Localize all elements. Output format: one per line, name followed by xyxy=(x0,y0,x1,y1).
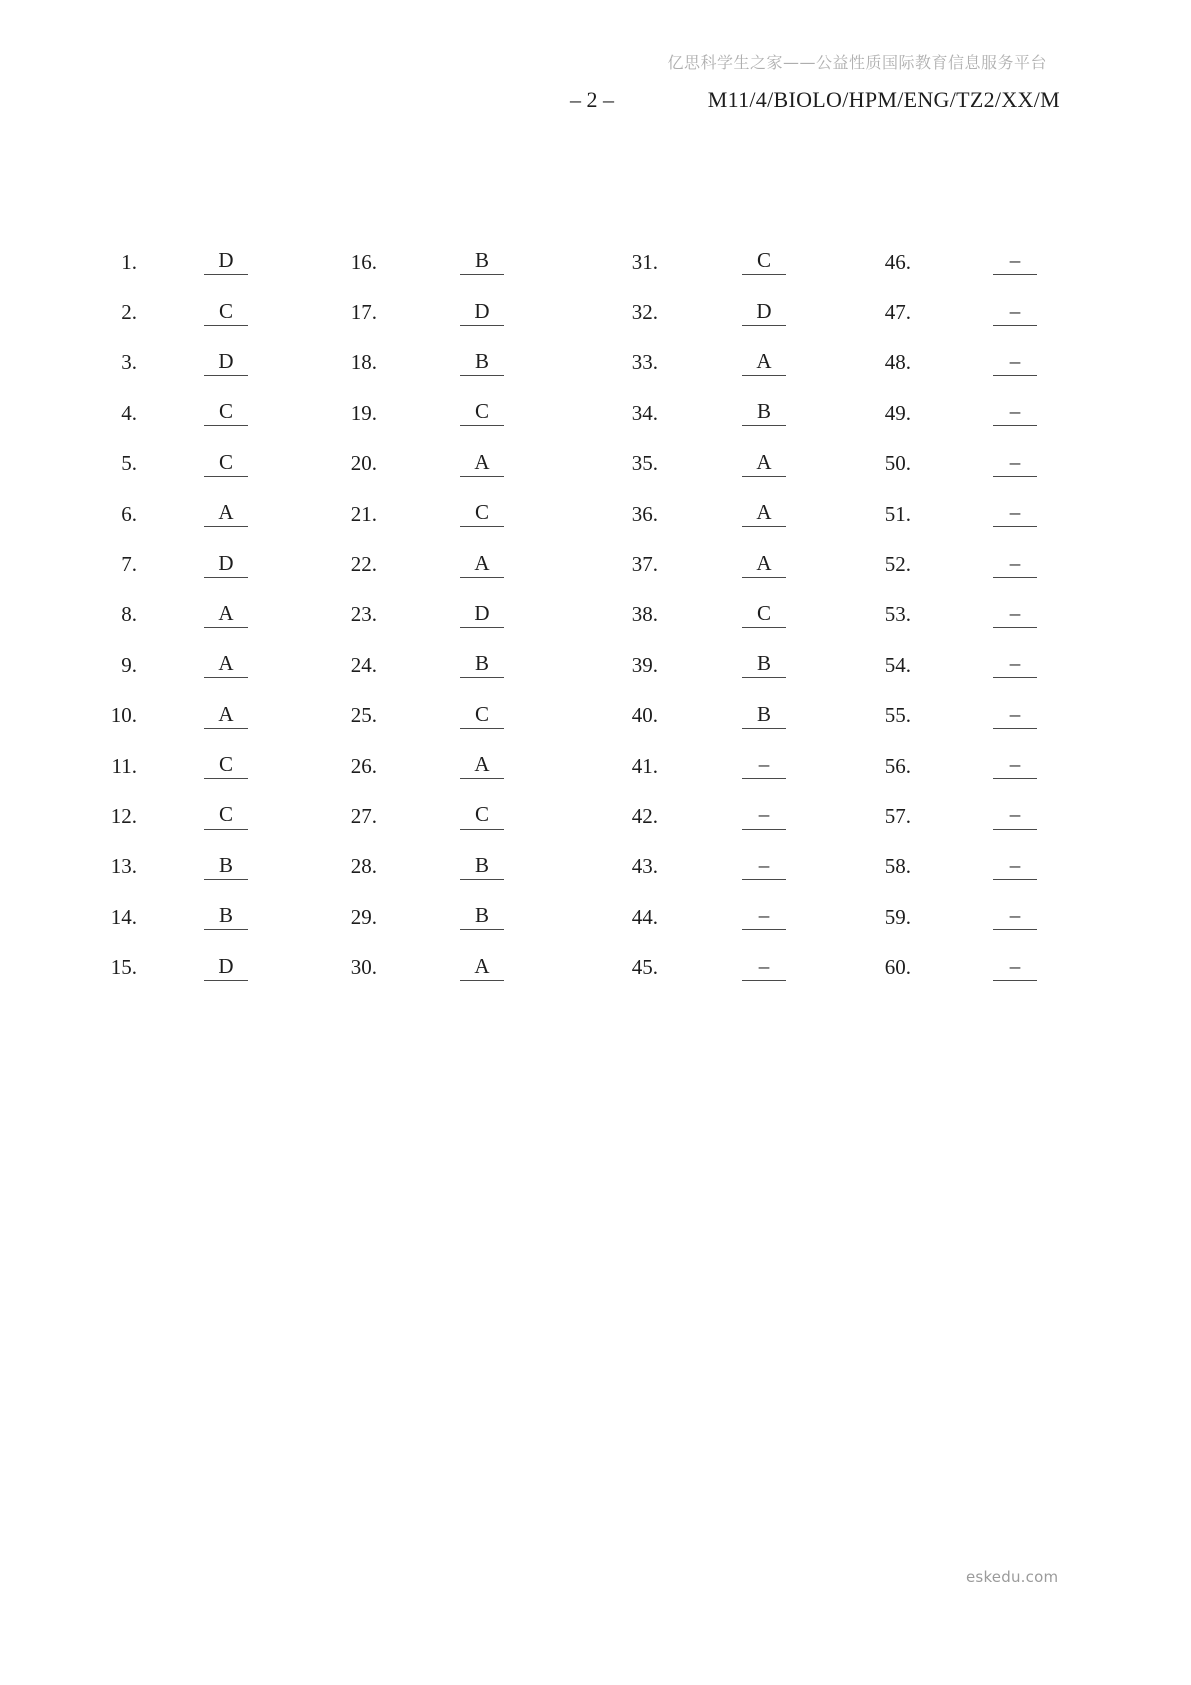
answer-letter: C xyxy=(742,249,786,275)
answer-blank: – xyxy=(993,753,1037,779)
answer-blank: – xyxy=(993,803,1037,829)
answer-cell xyxy=(658,501,786,527)
answer-cell xyxy=(377,300,504,326)
answer-cell xyxy=(911,400,1037,426)
answer-cell xyxy=(377,451,504,477)
answer-cell xyxy=(377,350,504,376)
answer-cell xyxy=(911,753,1037,779)
answer-cell xyxy=(911,803,1037,829)
question-number: 19. xyxy=(350,400,377,425)
answer-blank: – xyxy=(742,803,786,829)
answer-row xyxy=(0,791,1060,841)
question-number: 53. xyxy=(884,602,911,627)
question-number: 54. xyxy=(884,652,911,677)
question-number: 38. xyxy=(631,602,658,627)
answer-letter: A xyxy=(742,451,786,477)
answer-cell xyxy=(137,350,248,376)
answer-letter: D xyxy=(204,249,248,275)
answer-cell xyxy=(137,602,248,628)
question-number: 36. xyxy=(631,501,658,526)
question-number: 4. xyxy=(121,400,137,425)
question-number: 22. xyxy=(350,552,377,577)
answer-cell xyxy=(911,451,1037,477)
paper-code: M11/4/BIOLO/HPM/ENG/TZ2/XX/M xyxy=(707,87,1060,112)
answer-cell xyxy=(911,955,1037,981)
answer-letter: A xyxy=(742,350,786,376)
answer-blank: – xyxy=(993,703,1037,729)
answer-row xyxy=(0,287,1060,337)
answer-cell xyxy=(137,300,248,326)
answer-blank: – xyxy=(993,501,1037,527)
question-number: 45. xyxy=(631,955,658,980)
answer-cell xyxy=(377,602,504,628)
answer-cell xyxy=(137,400,248,426)
answer-letter: A xyxy=(742,552,786,578)
question-number: 17. xyxy=(350,300,377,325)
answer-blank: – xyxy=(993,552,1037,578)
answer-row xyxy=(0,439,1060,489)
answer-blank: – xyxy=(993,350,1037,376)
answer-cell xyxy=(911,652,1037,678)
question-number: 21. xyxy=(350,501,377,526)
question-number: 48. xyxy=(884,350,911,375)
answer-blank: – xyxy=(993,300,1037,326)
question-number: 42. xyxy=(631,803,658,828)
answer-letter: B xyxy=(742,652,786,678)
answer-blank: – xyxy=(993,904,1037,930)
answer-letter: C xyxy=(204,451,248,477)
answer-letter: B xyxy=(204,904,248,930)
answer-cell xyxy=(911,602,1037,628)
answer-cell xyxy=(137,955,248,981)
question-number: 49. xyxy=(884,400,911,425)
answer-cell xyxy=(658,350,786,376)
question-number: 25. xyxy=(350,703,377,728)
answer-cell xyxy=(377,803,504,829)
answer-letter: A xyxy=(204,652,248,678)
answer-cell xyxy=(911,703,1037,729)
page-number: – 2 – xyxy=(570,87,614,112)
answer-cell xyxy=(658,753,786,779)
question-number: 51. xyxy=(884,501,911,526)
answer-letter: A xyxy=(742,501,786,527)
answer-cell xyxy=(658,451,786,477)
answer-blank: – xyxy=(993,249,1037,275)
answer-cell xyxy=(911,501,1037,527)
answer-letter: A xyxy=(460,451,504,477)
answer-cell xyxy=(137,904,248,930)
answer-row xyxy=(0,691,1060,741)
answer-cell xyxy=(137,703,248,729)
answer-letter: A xyxy=(460,955,504,981)
answer-cell xyxy=(377,249,504,275)
question-number: 60. xyxy=(884,955,911,980)
answer-cell xyxy=(658,552,786,578)
answer-blank: – xyxy=(993,854,1037,880)
question-number: 7. xyxy=(121,552,137,577)
answer-letter: A xyxy=(204,501,248,527)
question-number: 39. xyxy=(631,652,658,677)
answer-letter: C xyxy=(460,501,504,527)
question-number: 34. xyxy=(631,400,658,425)
answer-blank: – xyxy=(742,854,786,880)
question-number: 10. xyxy=(110,703,137,728)
question-number: 13. xyxy=(110,854,137,879)
answer-cell xyxy=(658,400,786,426)
question-number: 28. xyxy=(350,854,377,879)
site-watermark-text: 亿思科学生之家——公益性质国际教育信息服务平台 xyxy=(667,53,1047,72)
answer-letter: C xyxy=(204,753,248,779)
answer-letter: B xyxy=(460,350,504,376)
answer-cell xyxy=(911,300,1037,326)
question-number: 40. xyxy=(631,703,658,728)
answer-cell xyxy=(911,350,1037,376)
question-number: 41. xyxy=(631,753,658,778)
answer-cell xyxy=(377,652,504,678)
question-number: 23. xyxy=(350,602,377,627)
answer-blank: – xyxy=(742,753,786,779)
question-number: 50. xyxy=(884,451,911,476)
question-number: 30. xyxy=(350,955,377,980)
answer-cell xyxy=(377,703,504,729)
answer-cell xyxy=(137,652,248,678)
question-number: 27. xyxy=(350,803,377,828)
answer-cell xyxy=(377,400,504,426)
answer-letter: C xyxy=(204,803,248,829)
answer-row xyxy=(0,388,1060,438)
answer-blank: – xyxy=(993,400,1037,426)
answer-blank: – xyxy=(742,955,786,981)
question-number: 26. xyxy=(350,753,377,778)
answer-row xyxy=(0,942,1060,992)
answer-cell xyxy=(658,803,786,829)
answer-cell xyxy=(658,703,786,729)
answer-blank: – xyxy=(993,602,1037,628)
question-number: 56. xyxy=(884,753,911,778)
answer-cell xyxy=(137,451,248,477)
question-number: 9. xyxy=(121,652,137,677)
answer-cell xyxy=(137,854,248,880)
answer-cell xyxy=(137,753,248,779)
answer-row xyxy=(0,640,1060,690)
question-number: 29. xyxy=(350,904,377,929)
answer-letter: B xyxy=(460,249,504,275)
question-number: 44. xyxy=(631,904,658,929)
answer-row xyxy=(0,842,1060,892)
answer-row xyxy=(0,237,1060,287)
answer-cell xyxy=(911,552,1037,578)
answer-letter: B xyxy=(460,904,504,930)
answer-cell xyxy=(911,249,1037,275)
answer-letter: C xyxy=(460,803,504,829)
question-number: 16. xyxy=(350,249,377,274)
answer-letter: B xyxy=(460,652,504,678)
answer-letter: C xyxy=(742,602,786,628)
question-number: 46. xyxy=(884,249,911,274)
question-number: 33. xyxy=(631,350,658,375)
question-number: 32. xyxy=(631,300,658,325)
answer-row xyxy=(0,539,1060,589)
answer-letter: D xyxy=(742,300,786,326)
answer-cell xyxy=(658,854,786,880)
answer-letter: C xyxy=(204,400,248,426)
question-number: 59. xyxy=(884,904,911,929)
answer-cell xyxy=(377,501,504,527)
question-number: 8. xyxy=(121,602,137,627)
answer-letter: B xyxy=(460,854,504,880)
question-number: 15. xyxy=(110,955,137,980)
question-number: 52. xyxy=(884,552,911,577)
answer-cell xyxy=(377,854,504,880)
question-number: 58. xyxy=(884,854,911,879)
question-number: 11. xyxy=(111,753,137,778)
answer-letter: C xyxy=(460,703,504,729)
answer-blank: – xyxy=(993,451,1037,477)
answer-row xyxy=(0,590,1060,640)
question-number: 5. xyxy=(121,451,137,476)
answer-letter: D xyxy=(204,955,248,981)
answer-cell xyxy=(137,249,248,275)
question-number: 12. xyxy=(110,803,137,828)
question-number: 3. xyxy=(121,350,137,375)
answer-row xyxy=(0,338,1060,388)
answer-row xyxy=(0,892,1060,942)
answer-blank: – xyxy=(993,955,1037,981)
answer-cell xyxy=(658,249,786,275)
answer-row xyxy=(0,741,1060,791)
question-number: 31. xyxy=(631,249,658,274)
question-number: 35. xyxy=(631,451,658,476)
answer-blank: – xyxy=(742,904,786,930)
answer-cell xyxy=(377,753,504,779)
answer-cell xyxy=(377,904,504,930)
question-number: 2. xyxy=(121,300,137,325)
question-number: 37. xyxy=(631,552,658,577)
answer-letter: A xyxy=(204,602,248,628)
answer-cell xyxy=(658,602,786,628)
question-number: 47. xyxy=(884,300,911,325)
answer-cell xyxy=(658,300,786,326)
answer-letter: B xyxy=(204,854,248,880)
answer-key-grid xyxy=(0,237,1060,993)
answer-cell xyxy=(658,904,786,930)
answer-cell xyxy=(911,854,1037,880)
answer-cell xyxy=(658,652,786,678)
question-number: 57. xyxy=(884,803,911,828)
answer-cell xyxy=(377,955,504,981)
answer-letter: A xyxy=(204,703,248,729)
answer-letter: D xyxy=(460,602,504,628)
answer-cell xyxy=(137,552,248,578)
question-number: 20. xyxy=(350,451,377,476)
answer-letter: A xyxy=(460,552,504,578)
answer-cell xyxy=(137,803,248,829)
question-number: 43. xyxy=(631,854,658,879)
answer-cell xyxy=(137,501,248,527)
question-number: 1. xyxy=(121,249,137,274)
question-number: 6. xyxy=(121,501,137,526)
answer-cell xyxy=(911,904,1037,930)
question-number: 55. xyxy=(884,703,911,728)
answer-letter: D xyxy=(204,350,248,376)
answer-letter: A xyxy=(460,753,504,779)
answer-letter: B xyxy=(742,400,786,426)
answer-letter: C xyxy=(204,300,248,326)
question-number: 14. xyxy=(110,904,137,929)
answer-letter: C xyxy=(460,400,504,426)
answer-cell xyxy=(658,955,786,981)
answer-row xyxy=(0,489,1060,539)
footer-watermark: eskedu.com xyxy=(966,1568,1059,1586)
question-number: 24. xyxy=(350,652,377,677)
answer-letter: B xyxy=(742,703,786,729)
answer-letter: D xyxy=(204,552,248,578)
question-number: 18. xyxy=(350,350,377,375)
answer-letter: D xyxy=(460,300,504,326)
answer-blank: – xyxy=(993,652,1037,678)
answer-cell xyxy=(377,552,504,578)
